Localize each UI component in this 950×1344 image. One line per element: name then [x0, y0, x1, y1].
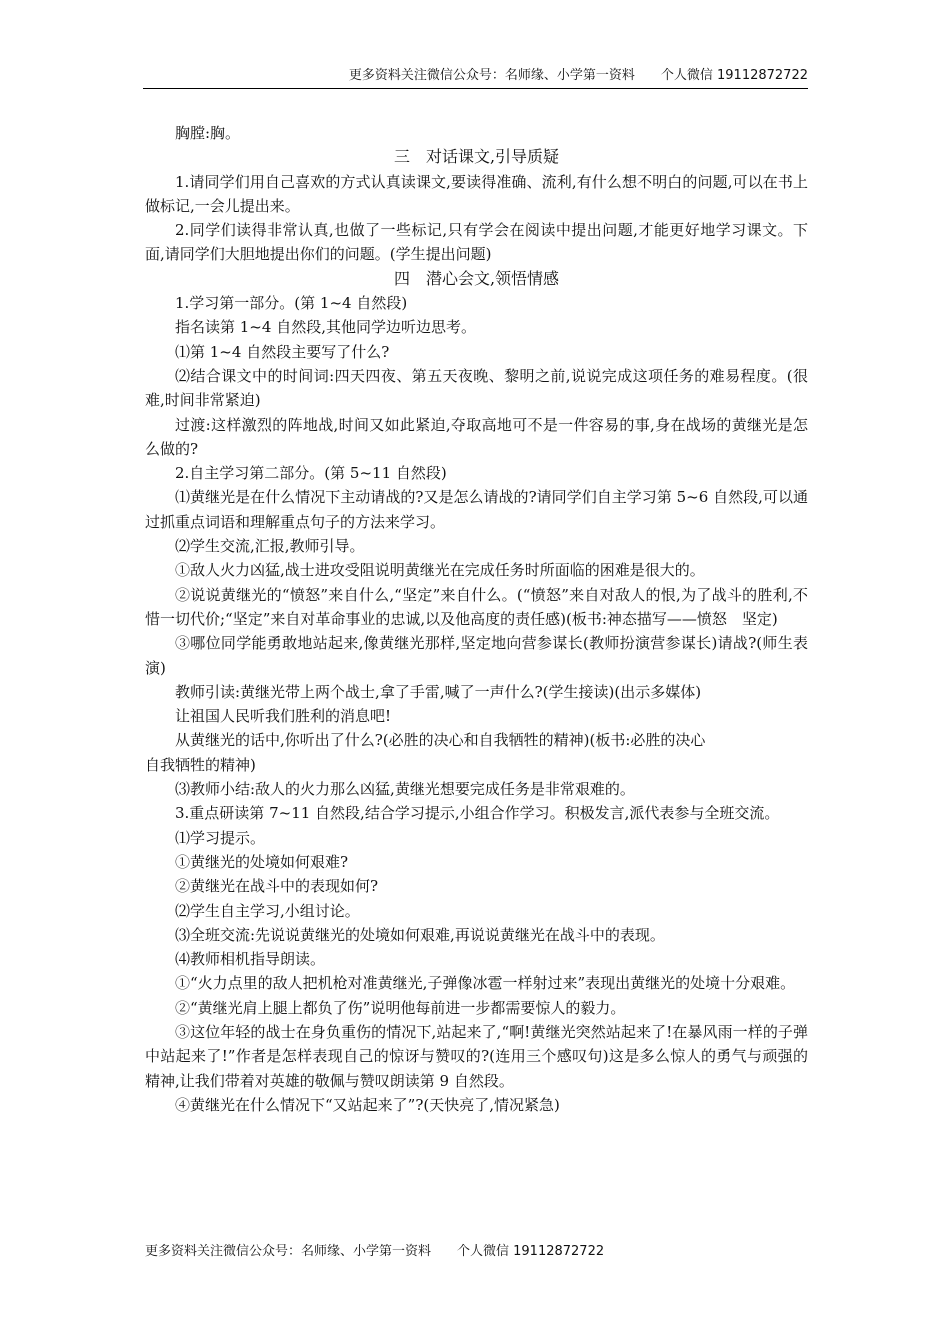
- section-heading: 四 潜心会文,领悟情感: [393, 268, 560, 288]
- paragraph: 1.请同学们用自己喜欢的方式认真读课文,要读得准确、流利,有什么想不明白的问题,可以在书上做标记,一会儿提出来。: [145, 172, 808, 215]
- paragraph: 教师引读:黄继光带上两个战士,拿了手雷,喊了一声什么?(学生接读)(出示多媒体): [175, 682, 702, 701]
- paragraph: 指名读第 1~4 自然段,其他同学边听边思考。: [175, 318, 476, 337]
- paragraph: ⑵学生交流,汇报,教师引导。: [175, 537, 365, 556]
- paragraph: ⑶教师小结:敌人的火力那么凶猛,黄继光想要完成任务是非常艰难的。: [175, 780, 635, 799]
- paragraph: ③这位年轻的战士在身负重伤的情况下,站起来了,“啊!黄继光突然站起来了!在暴风雨一样的子弹中站起来了!”作者是怎样表现自己的惊讶与赞叹的?(连用三个感叹句)这是多么惊人的勇气与顽强的精神,让我们带着对英雄的敬佩与赞叹朗读第 9 自然段。: [145, 1022, 808, 1090]
- paragraph: ②说说黄继光的“愤怒”来自什么,“坚定”来自什么。(“愤怒”来自对敌人的恨,为了战斗的胜利,不惜一切代价;“坚定”来自对革命事业的忠诚,以及他高度的责任感)(板书:神态描写——愤怒 坚定): [145, 585, 808, 628]
- paragraph: ①敌人火力凶猛,战士进攻受阻说明黄继光在完成任务时所面临的困难是很大的。: [175, 561, 705, 580]
- paragraph: ①黄继光的处境如何艰难?: [175, 852, 349, 871]
- paragraph: 1.学习第一部分。(第 1~4 自然段): [175, 294, 408, 313]
- paragraph: ⑴第 1~4 自然段主要写了什么?: [175, 342, 390, 361]
- paragraph: ⑵学生自主学习,小组讨论。: [175, 901, 360, 920]
- paragraph: ②“黄继光肩上腿上都负了伤”说明他每前进一步都需要惊人的毅力。: [175, 998, 626, 1017]
- paragraph: ②黄继光在战斗中的表现如何?: [175, 877, 379, 896]
- page-header: 更多资料关注微信公众号：名师缘、小学第一资料 个人微信 19112872722: [348, 68, 808, 83]
- paragraph: 让祖国人民听我们胜利的消息吧!: [175, 707, 392, 726]
- paragraph: 2.自主学习第二部分。(第 5~11 自然段): [175, 464, 447, 483]
- header-divider: [143, 88, 808, 89]
- section-heading: 三 对话课文,引导质疑: [393, 147, 560, 167]
- document-body: [145, 121, 808, 1117]
- paragraph: 3.重点研读第 7~11 自然段,结合学习提示,小组合作学习。积极发言,派代表参与全班交流。: [175, 804, 780, 823]
- paragraph: ①“火力点里的敌人把机枪对准黄继光,子弹像冰雹一样射过来”表现出黄继光的处境十分艰难。: [175, 974, 796, 993]
- paragraph: ⑴学习提示。: [175, 828, 266, 847]
- paragraph: 过渡:这样激烈的阵地战,时间又如此紧迫,夺取高地可不是一件容易的事,身在战场的黄继光是怎么做的?: [145, 415, 808, 458]
- paragraph: ④黄继光在什么情况下“又站起来了”?(天快亮了,情况紧急): [175, 1095, 560, 1114]
- paragraph: ⑴黄继光是在什么情况下主动请战的?又是怎么请战的?请同学们自主学习第 5~6 自然段,可以通过抓重点词语和理解重点句子的方法来学习。: [145, 488, 808, 531]
- paragraph: ③哪位同学能勇敢地站起来,像黄继光那样,坚定地向营参谋长(教师扮演营参谋长)请战?(师生表演): [145, 634, 808, 677]
- paragraph: 2.同学们读得非常认真,也做了一些标记,只有学会在阅读中提出问题,才能更好地学习课文。下面,请同学们大胆地提出你们的问题。(学生提出问题): [145, 221, 808, 264]
- paragraph: 自我牺牲的精神): [145, 755, 256, 774]
- page-footer: 更多资料关注微信公众号：名师缘、小学第一资料 个人微信 19112872722: [145, 1244, 605, 1259]
- paragraph: 从黄继光的话中,你听出了什么?(必胜的决心和自我牺牲的精神)(板书:必胜的决心: [175, 731, 706, 750]
- paragraph: ⑶全班交流:先说说黄继光的处境如何艰难,再说说黄继光在战斗中的表现。: [175, 925, 665, 944]
- paragraph: ⑵结合课文中的时间词:四天四夜、第五天夜晚、黎明之前,说说完成这项任务的难易程度。(很难,时间非常紧迫): [145, 366, 808, 410]
- paragraph: 胸膛:胸。: [175, 124, 241, 142]
- paragraph: ⑷教师相机指导朗读。: [175, 950, 326, 969]
